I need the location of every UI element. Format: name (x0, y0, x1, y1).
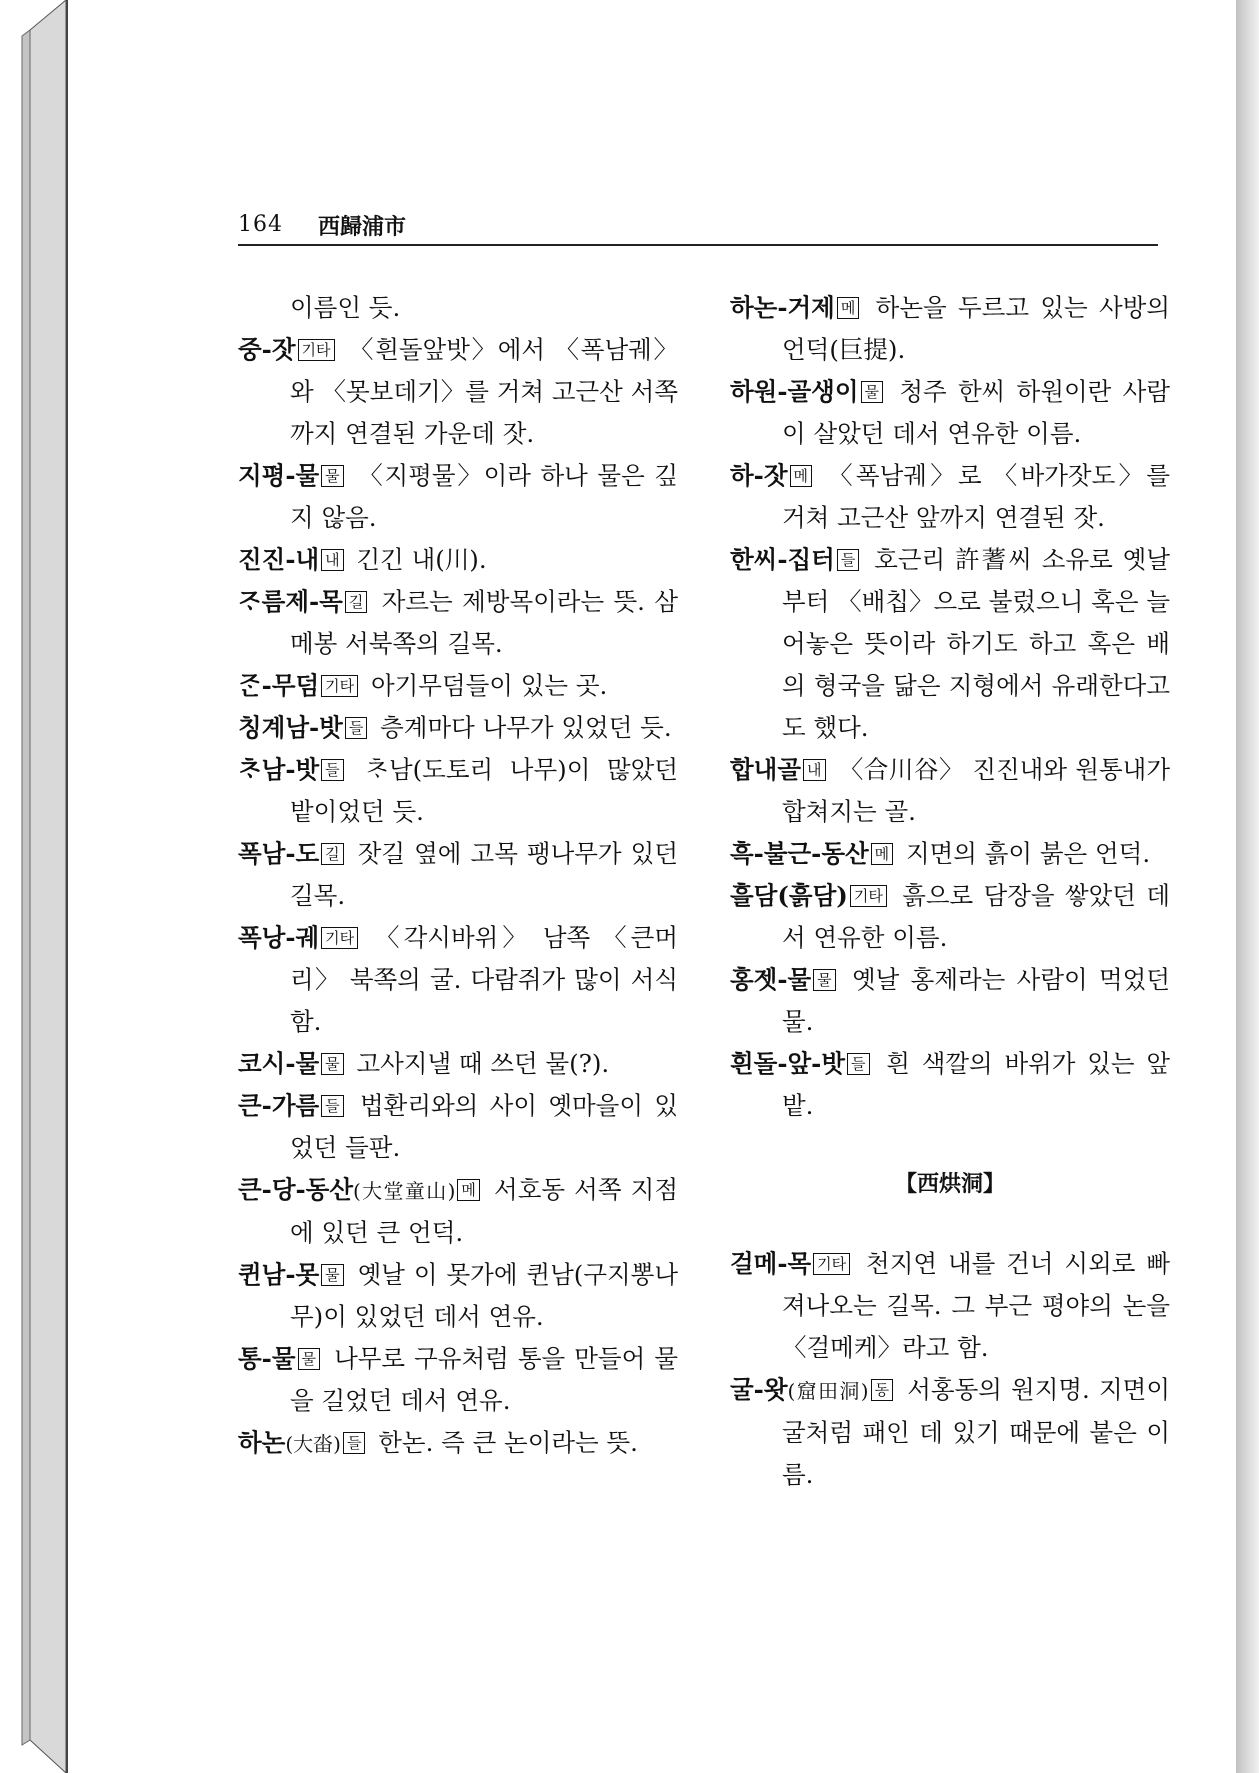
dictionary-entry (730, 539, 1170, 749)
entry-term: 한씨-집터 (730, 545, 835, 574)
entry-definition: 잣길 옆에 고목 팽나무가 있던 길목. (290, 839, 678, 910)
category-tag: 들 (837, 549, 860, 571)
dictionary-entry (238, 455, 678, 539)
entry-definition: 하논을 두르고 있는 사방의 언덕(巨提). (782, 293, 1170, 364)
category-tag: 들 (345, 717, 368, 739)
entry-definition: 천지연 내를 건너 시외로 빠져나오는 길목. 그 부근 평야의 논을 〈걸메케〉라고 함. (782, 1249, 1170, 1362)
dictionary-entry (238, 581, 678, 665)
dictionary-entry (730, 833, 1170, 875)
category-tag: 길 (345, 591, 368, 613)
entry-definition: 호근리 許蓍씨 소유로 옛날부터 〈배칩〉으로 불렀으니 혹은 늘어놓은 뜻이라 하기도 하고 혹은 배의 형국을 닮은 지형에서 유래한다고도 했다. (782, 545, 1170, 742)
category-tag: 물 (861, 381, 884, 403)
category-tag: 들 (321, 759, 344, 781)
entry-definition: 아기무덤들이 있는 곳. (363, 671, 608, 700)
dictionary-entry (730, 959, 1170, 1043)
entry-definition: 〈폭남궤〉로 〈바가잣도〉를 거쳐 고근산 앞까지 연결된 잣. (782, 461, 1170, 532)
dictionary-entry (238, 1169, 678, 1254)
entry-definition: 한논. 즉 큰 논이라는 뜻. (370, 1428, 638, 1457)
page-header (238, 208, 1158, 246)
dictionary-entry (238, 1043, 678, 1085)
dictionary-entry (730, 455, 1170, 539)
entry-term: 칭계남-밧 (238, 713, 343, 742)
entry-term: ᄌᆞ름제-목 (238, 587, 343, 616)
book-page-edges (0, 0, 70, 1773)
entry-term: 퀸남-못 (238, 1260, 320, 1289)
category-tag: 기타 (850, 885, 887, 907)
page-number: 164 (238, 212, 283, 237)
category-tag: 메 (790, 465, 813, 487)
dictionary-entry (730, 1243, 1170, 1369)
dictionary-entry (730, 875, 1170, 959)
category-tag: 메 (837, 297, 860, 319)
entry-definition: 고사지낼 때 쓰던 물(?). (348, 1049, 610, 1078)
category-tag: 들 (343, 1432, 366, 1454)
entry-definition: 나무로 구유처럼 통을 만들어 물을 길었던 데서 연유. (290, 1344, 678, 1415)
category-tag: 길 (321, 843, 344, 865)
category-tag: 물 (813, 969, 836, 991)
entry-term: 하원-골생이 (730, 377, 859, 406)
entry-definition: 〈合川谷〉 진진내와 원통내가 합쳐지는 골. (782, 755, 1170, 826)
entry-term: 흑-불근-동산 (730, 839, 869, 868)
category-tag: 내 (803, 759, 826, 781)
entry-term: 하논-거제 (730, 293, 835, 322)
category-tag: 기타 (321, 927, 358, 949)
entry-term: 중-잣 (238, 335, 296, 364)
dictionary-entry (730, 1369, 1170, 1496)
category-tag: 물 (298, 1348, 321, 1370)
category-tag: 물 (321, 1053, 344, 1075)
entry-hanja: (窟田洞) (787, 1379, 869, 1403)
entry-term: 진진-내 (238, 545, 320, 574)
entry-hanja: (大畓) (285, 1432, 341, 1456)
entry-term: 통-물 (238, 1344, 296, 1373)
dictionary-entry (238, 1422, 678, 1465)
entry-term: 흰돌-앞-밧 (730, 1049, 846, 1078)
dictionary-entry (730, 371, 1170, 455)
dictionary-entry (238, 1338, 678, 1422)
dictionary-entry (238, 329, 678, 455)
entry-term: 폭낭-궤 (238, 923, 320, 952)
entry-definition: 흰 색깔의 바위가 있는 앞 밭. (782, 1049, 1170, 1120)
entry-definition: 층계마다 나무가 있었던 듯. (372, 713, 672, 742)
category-tag: 내 (321, 549, 344, 571)
entry-definition: 서호동 서쪽 지점에 있던 큰 언덕. (290, 1175, 678, 1247)
entry-term: 하논 (238, 1428, 286, 1457)
dictionary-entry (238, 917, 678, 1043)
entry-definition: 〈흰돌앞밧〉에서 〈폭남궤〉와 〈못보데기〉를 거쳐 고근산 서쪽까지 연결된 가운데 잣. (290, 335, 678, 448)
entry-term: 폭남-도 (238, 839, 320, 868)
entry-definition: 자르는 제방목이라는 뜻. 삼메봉 서북쪽의 길목. (290, 587, 678, 658)
dictionary-entry (238, 665, 678, 707)
entry-term: 굴-왓 (730, 1375, 788, 1404)
category-tag: 메 (871, 843, 894, 865)
dictionary-entry (238, 539, 678, 581)
entry-definition: 법환리와의 사이 옛마을이 있었던 들판. (290, 1091, 678, 1162)
entry-definition: 흙으로 담장을 쌓았던 데서 연유한 이름. (782, 881, 1170, 952)
page-shadow (1234, 0, 1259, 1773)
dictionary-entry (730, 749, 1170, 833)
section-title: 【西烘洞】 (894, 1171, 1005, 1197)
entry-term: 큰-가름 (238, 1091, 320, 1120)
entry-term: ᄌᆞᆫ-무덤 (238, 671, 320, 700)
dictionary-entry (238, 1254, 678, 1338)
dictionary-entry (238, 707, 678, 749)
category-tag: 들 (847, 1053, 870, 1075)
entry-definition: 〈지평물〉이라 하나 물은 깊지 않음. (290, 461, 678, 532)
entry-term: ᄎᆞ남-밧 (238, 755, 320, 784)
entry-definition: ᄎᆞ남(도토리 나무)이 많았던 밭이었던 듯. (290, 755, 678, 826)
dictionary-entry (730, 287, 1170, 371)
dictionary-entry (238, 749, 678, 833)
category-tag: 메 (457, 1179, 480, 1201)
entry-definition: 지면의 흙이 붉은 언덕. (898, 839, 1151, 868)
dictionary-entry (730, 1043, 1170, 1127)
entry-definition: 청주 한씨 하원이란 사람이 살았던 데서 연유한 이름. (782, 377, 1170, 448)
entry-hanja: (大堂童山) (353, 1179, 456, 1203)
entry-term: 큰-당-동산 (238, 1175, 354, 1204)
category-tag: 물 (321, 1264, 344, 1286)
entry-term: 걸메-목 (730, 1249, 812, 1278)
dictionary-entry (238, 833, 678, 917)
category-tag: 기타 (813, 1253, 850, 1275)
entry-definition: 옛날 홍제라는 사람이 먹었던 물. (782, 965, 1170, 1036)
entry-definition: 서홍동의 원지명. 지면이 굴처럼 패인 데 있기 때문에 붙은 이름. (782, 1375, 1170, 1489)
entry-definition: 이름인 듯. (290, 293, 401, 322)
right-column (730, 287, 1170, 1496)
entry-term: 홍젯-물 (730, 965, 812, 994)
entry-term: 합내골 (730, 755, 802, 784)
entry-term: 지평-물 (238, 461, 320, 490)
dictionary-entry (238, 287, 678, 329)
entry-definition: 긴긴 내(川). (348, 545, 487, 574)
dictionary-entry (238, 1085, 678, 1169)
category-tag: 기타 (321, 675, 358, 697)
category-tag: 기타 (298, 339, 335, 361)
running-head: 西歸浦市 (318, 214, 407, 240)
category-tag: 동 (871, 1379, 894, 1401)
entry-term: 하-잣 (730, 461, 788, 490)
entry-term: 코시-물 (238, 1049, 320, 1078)
left-column (238, 287, 678, 1465)
entry-term: 흘담(흙담) (730, 881, 848, 910)
category-tag: 들 (321, 1095, 344, 1117)
entry-definition: 〈각시바위〉 남쪽 〈큰머리〉 북쪽의 굴. 다람쥐가 많이 서식함. (290, 923, 678, 1036)
category-tag: 물 (321, 465, 344, 487)
entry-definition: 옛날 이 못가에 퀸남(구지뽕나무)이 있었던 데서 연유. (290, 1260, 678, 1331)
